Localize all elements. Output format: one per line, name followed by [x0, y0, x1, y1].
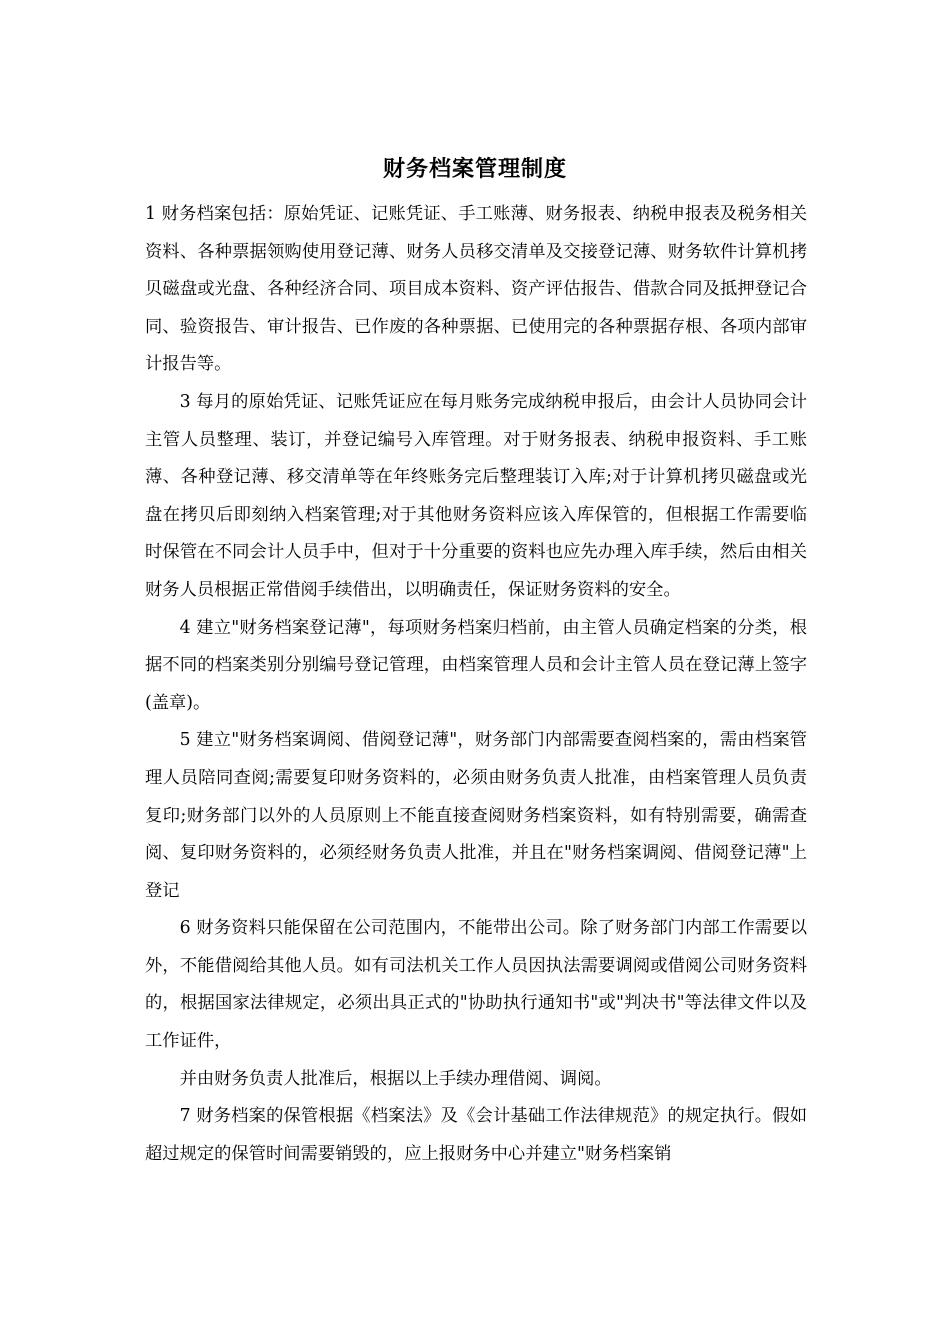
document-title: 财务档案管理制度 — [382, 157, 567, 182]
paragraph-4: 4 建立"财务档案登记薄"，每项财务档案归档前，由主管人员确定档案的分类，根据不同的档案类别分别编号登记管理，由档案管理人员和会计主管人员在登记薄上签字(盖章)。 — [145, 617, 807, 713]
paragraph-1: 1 财务档案包括：原始凭证、记账凭证、手工账薄、财务报表、纳税申报表及税务相关资料、各种票据领购使用登记薄、财务人员移交清单及交接登记薄、财务软件计算机拷贝磁盘或光盘、各种经济合同、项目成本资料、资产评估报告、借款合同及抵押登记合同、验资报告、审计报告、已作废的各种票据、已使用完的各种票据存根、各项内部审计报告等。 — [145, 204, 807, 375]
document-body — [145, 196, 807, 1173]
paragraph-6: 6 财务资料只能保留在公司范围内，不能带出公司。除了财务部门内部工作需要以外，不能借阅给其他人员。如有司法机关工作人员因执法需要调阅或借阅公司财务资料的，根据国家法律规定，必须出具正式的"协助执行通知书"或"判决书"等法律文件以及工作证件， — [145, 918, 807, 1052]
paragraph-6-continued: 并由财务负责人批准后，根据以上手续办理借阅、调阅。 — [179, 1068, 612, 1089]
paragraph-3: 3 每月的原始凭证、记账凭证应在每月账务完成纳税申报后，由会计人员协同会计主管人员整理、装订，并登记编号入库管理。对于财务报表、纳税申报资料、手工账薄、各种登记薄、移交清单等在年终账务完后整理装订入库;对于计算机拷贝磁盘或光盘在拷贝后即刻纳入档案管理;对于其他财务资料应该入库保管的，但根据工作需要临时保管在不同会计人员手中，但对于十分重要的资料也应先办理入库手续，然后由相关财务人员根据正常借阅手续借出，以明确责任，保证财务资料的安全。 — [145, 391, 807, 600]
paragraph-7: 7 财务档案的保管根据《档案法》及《会计基础工作法律规范》的规定执行。假如超过规定的保管时间需要销毁的，应上报财务中心并建立"财务档案销 — [145, 1106, 807, 1164]
paragraph-5: 5 建立"财务档案调阅、借阅登记薄"，财务部门内部需要查阅档案的，需由档案管理人员陪同查阅;需要复印财务资料的，必须由财务负责人批准，由档案管理人员负责复印;财务部门以外的人员原则上不能直接查阅财务档案资料，如有特别需要，确需查阅、复印财务资料的，必须经财务负责人批准，并且在"财务档案调阅、借阅登记薄"上登记 — [145, 730, 807, 901]
